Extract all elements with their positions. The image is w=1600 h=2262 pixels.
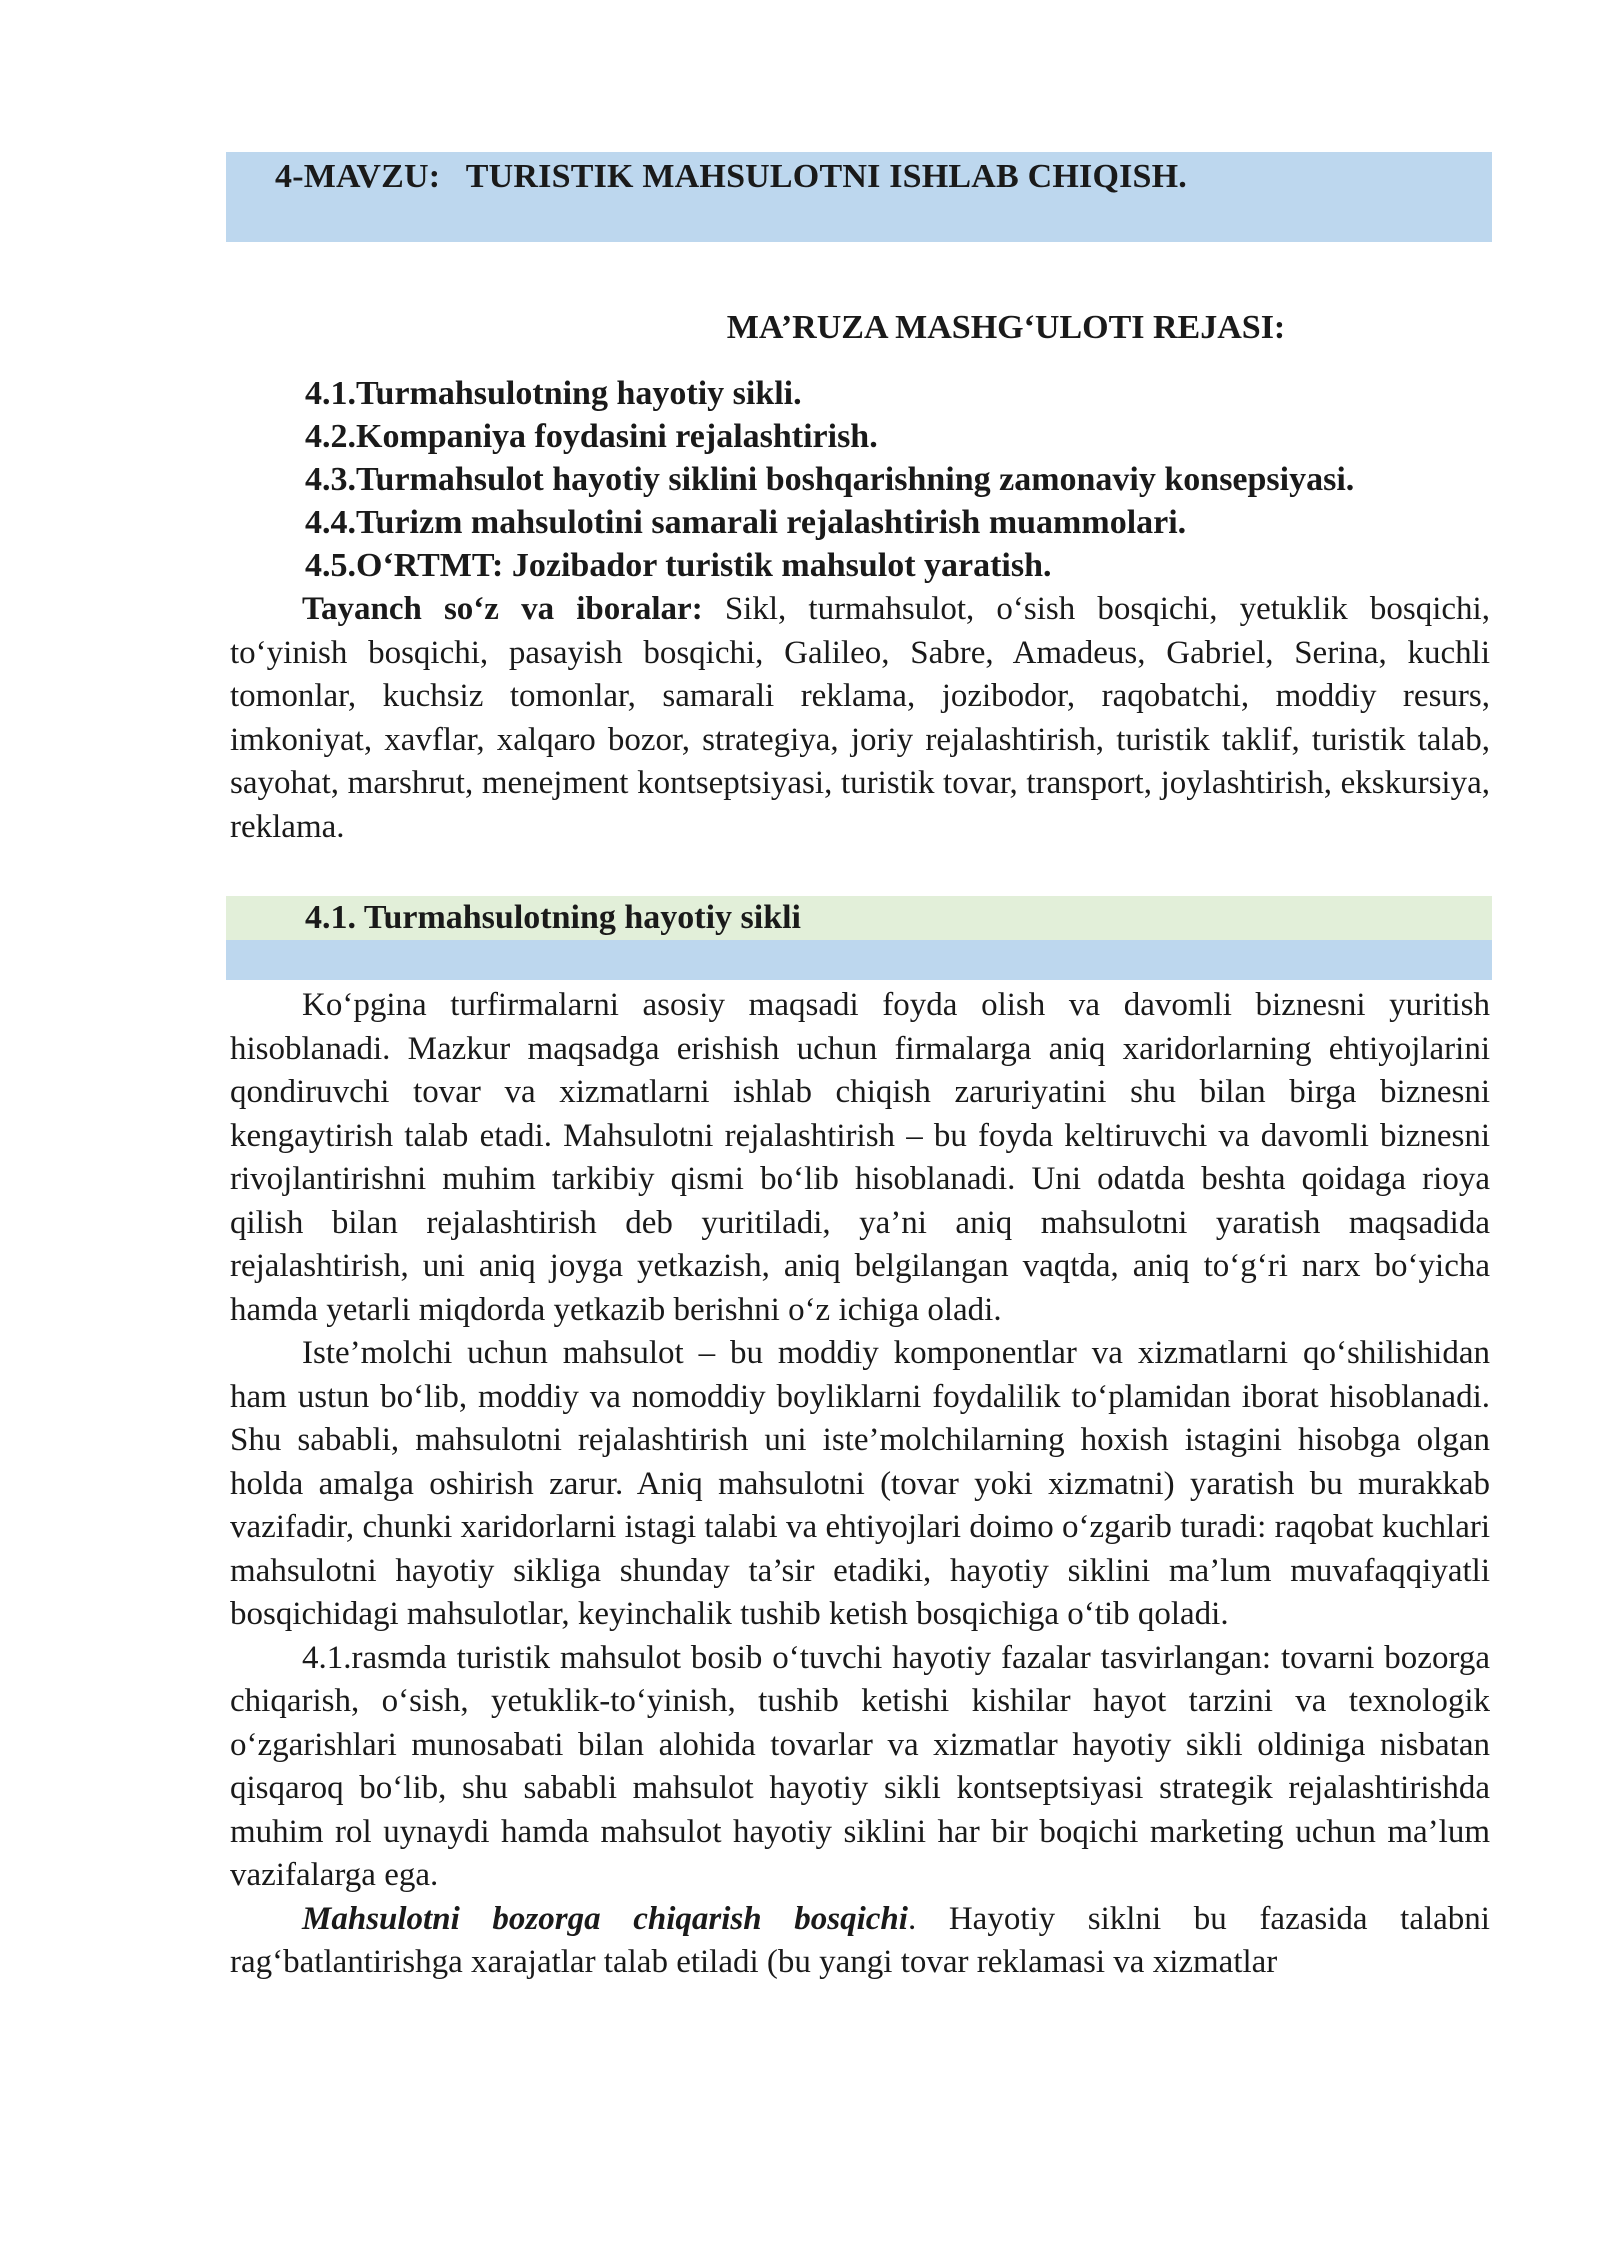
paragraph: Ko‘pgina turfirmalarni asosiy maqsadi foyda olish va davomli biznesni yuritish hisoblanadi. Mazkur maqsadga erishish uchun firmalarga aniq xaridorlarning ehtiyojlarini qondiruvchi tovar va xizmatlarni ishlab chiqish zaruriyatini shu bilan birga biznesni kengaytirish talab etadi. Mahsulotni rejalashtirish – bu foyda keltiruvchi va davomli biznesni rivojlantirishni muhim tarkibiy qismi bo‘lib hisoblanadi. Uni odatda beshta qoidaga rioya qilish bilan rejalashtirish deb yuritiladi, ya’ni aniq mahsulotni yaratish maqsadida rejalashtirish, uni aniq joyga yetkazish, aniq belgilangan vaqtda, aniq to‘g‘ri narx bo‘yicha hamda yetarli miqdorda yetkazib berishni o‘z ichiga oladi. (230, 987, 1490, 1328)
keywords-text: Sikl, turmahsulot, o‘sish bosqichi, yetuklik bosqichi, to‘yinish bosqichi, pasayish bosqichi, Galileo, Sabre, Amadeus, Gabriel, Serina, kuchli tomonlar, kuchsiz tomonlar, samarali reklama, jozibodor, raqobatchi, moddiy resurs, imkoniyat, xavflar, xalqaro bozor, strategiya, joriy rejalashtirish, turistik taklif, turistik talab, sayohat, marshrut, menejment kontseptsiyasi, turistik tovar, transport, joylashtirish, ekskursiya, reklama. (230, 591, 1490, 845)
plan-item: 4.4.Turizm mahsulotini samarali rejalashtirish muammolari. (305, 504, 1187, 541)
plan-item: 4.2.Kompaniya foydasini rejalashtirish. (305, 418, 878, 455)
paragraph: Iste’molchi uchun mahsulot – bu moddiy komponentlar va xizmatlarni qo‘shilishidan ham ustun bo‘lib, moddiy va nomoddiy boyliklarni foydalilik to‘plamidan iborat hisoblanadi. Shu sababli, mahsulotni rejalashtirish uni iste’molchilarning hoxish istagini hisobga olgan holda amalga oshirish zarur. Aniq mahsulotni (tovar yoki xizmatni) yaratish bu murakkab vazifadir, chunki xaridorlarni istagi talabi va ehtiyojlari doimo o‘zgarib turadi: raqobat kuchlari mahsulotni hayotiy sikliga shunday ta’sir etadiki, hayotiy siklini ma’lum muvafaqqiyatli bosqichidagi mahsulotlar, keyinchalik tushib ketish bosqichiga o‘tib qoladi. (230, 1335, 1490, 1632)
plan-heading: MA’RUZA MASHG‘ULOTI REJASI: (726, 309, 1286, 346)
keywords-block (230, 588, 1490, 849)
section-title: 4.1. Turmahsulotning hayotiy sikli (305, 899, 802, 936)
paragraph (230, 1898, 1490, 1985)
section-banner-stripe (226, 940, 1492, 980)
topic-title: 4-MAVZU: TURISTIK MAHSULOTNI ISHLAB CHIQISH. (275, 158, 1187, 195)
plan-item: 4.5.O‘RTMT: Jozibador turistik mahsulot yaratish. (305, 547, 1052, 584)
plan-list (305, 372, 1354, 587)
stage-emphasis: Mahsulotni bozorga chiqarish bosqichi (302, 1900, 908, 1937)
paragraph-text: . Hayotiy siklni bu fazasida talabni rag‘batlantirishga xarajatlar talab etiladi (bu yangi tovar reklamasi va xizmatlar (230, 1900, 1490, 1980)
paragraph: 4.1.rasmda turistik mahsulot bosib o‘tuvchi hayotiy fazalar tasvirlangan: tovarni bozorga chiqarish, o‘sish, yetuklik-to‘yinish, tushib ketishi kishilar hayot tarzini va texnologik o‘zgarishlari munosabati bilan alohida tovarlar va xizmatlar hayotiy sikli oldiniga nisbatan qisqaroq bo‘lib, shu sababli mahsulot hayotiy sikli kontseptsiyasi strategik rejalashtirishda muhim rol uynaydi hamda mahsulot hayotiy siklini har bir boqichi marketing uchun ma’lum vazifalarga ega. (230, 1639, 1490, 1893)
keywords-label: Tayanch so‘z va iboralar: (302, 591, 703, 627)
plan-item: 4.3.Turmahsulot hayotiy siklini boshqarishning zamonaviy konsepsiyasi. (305, 461, 1355, 498)
section-body (230, 984, 1490, 1985)
plan-item: 4.1.Turmahsulotning hayotiy sikli. (305, 375, 802, 412)
